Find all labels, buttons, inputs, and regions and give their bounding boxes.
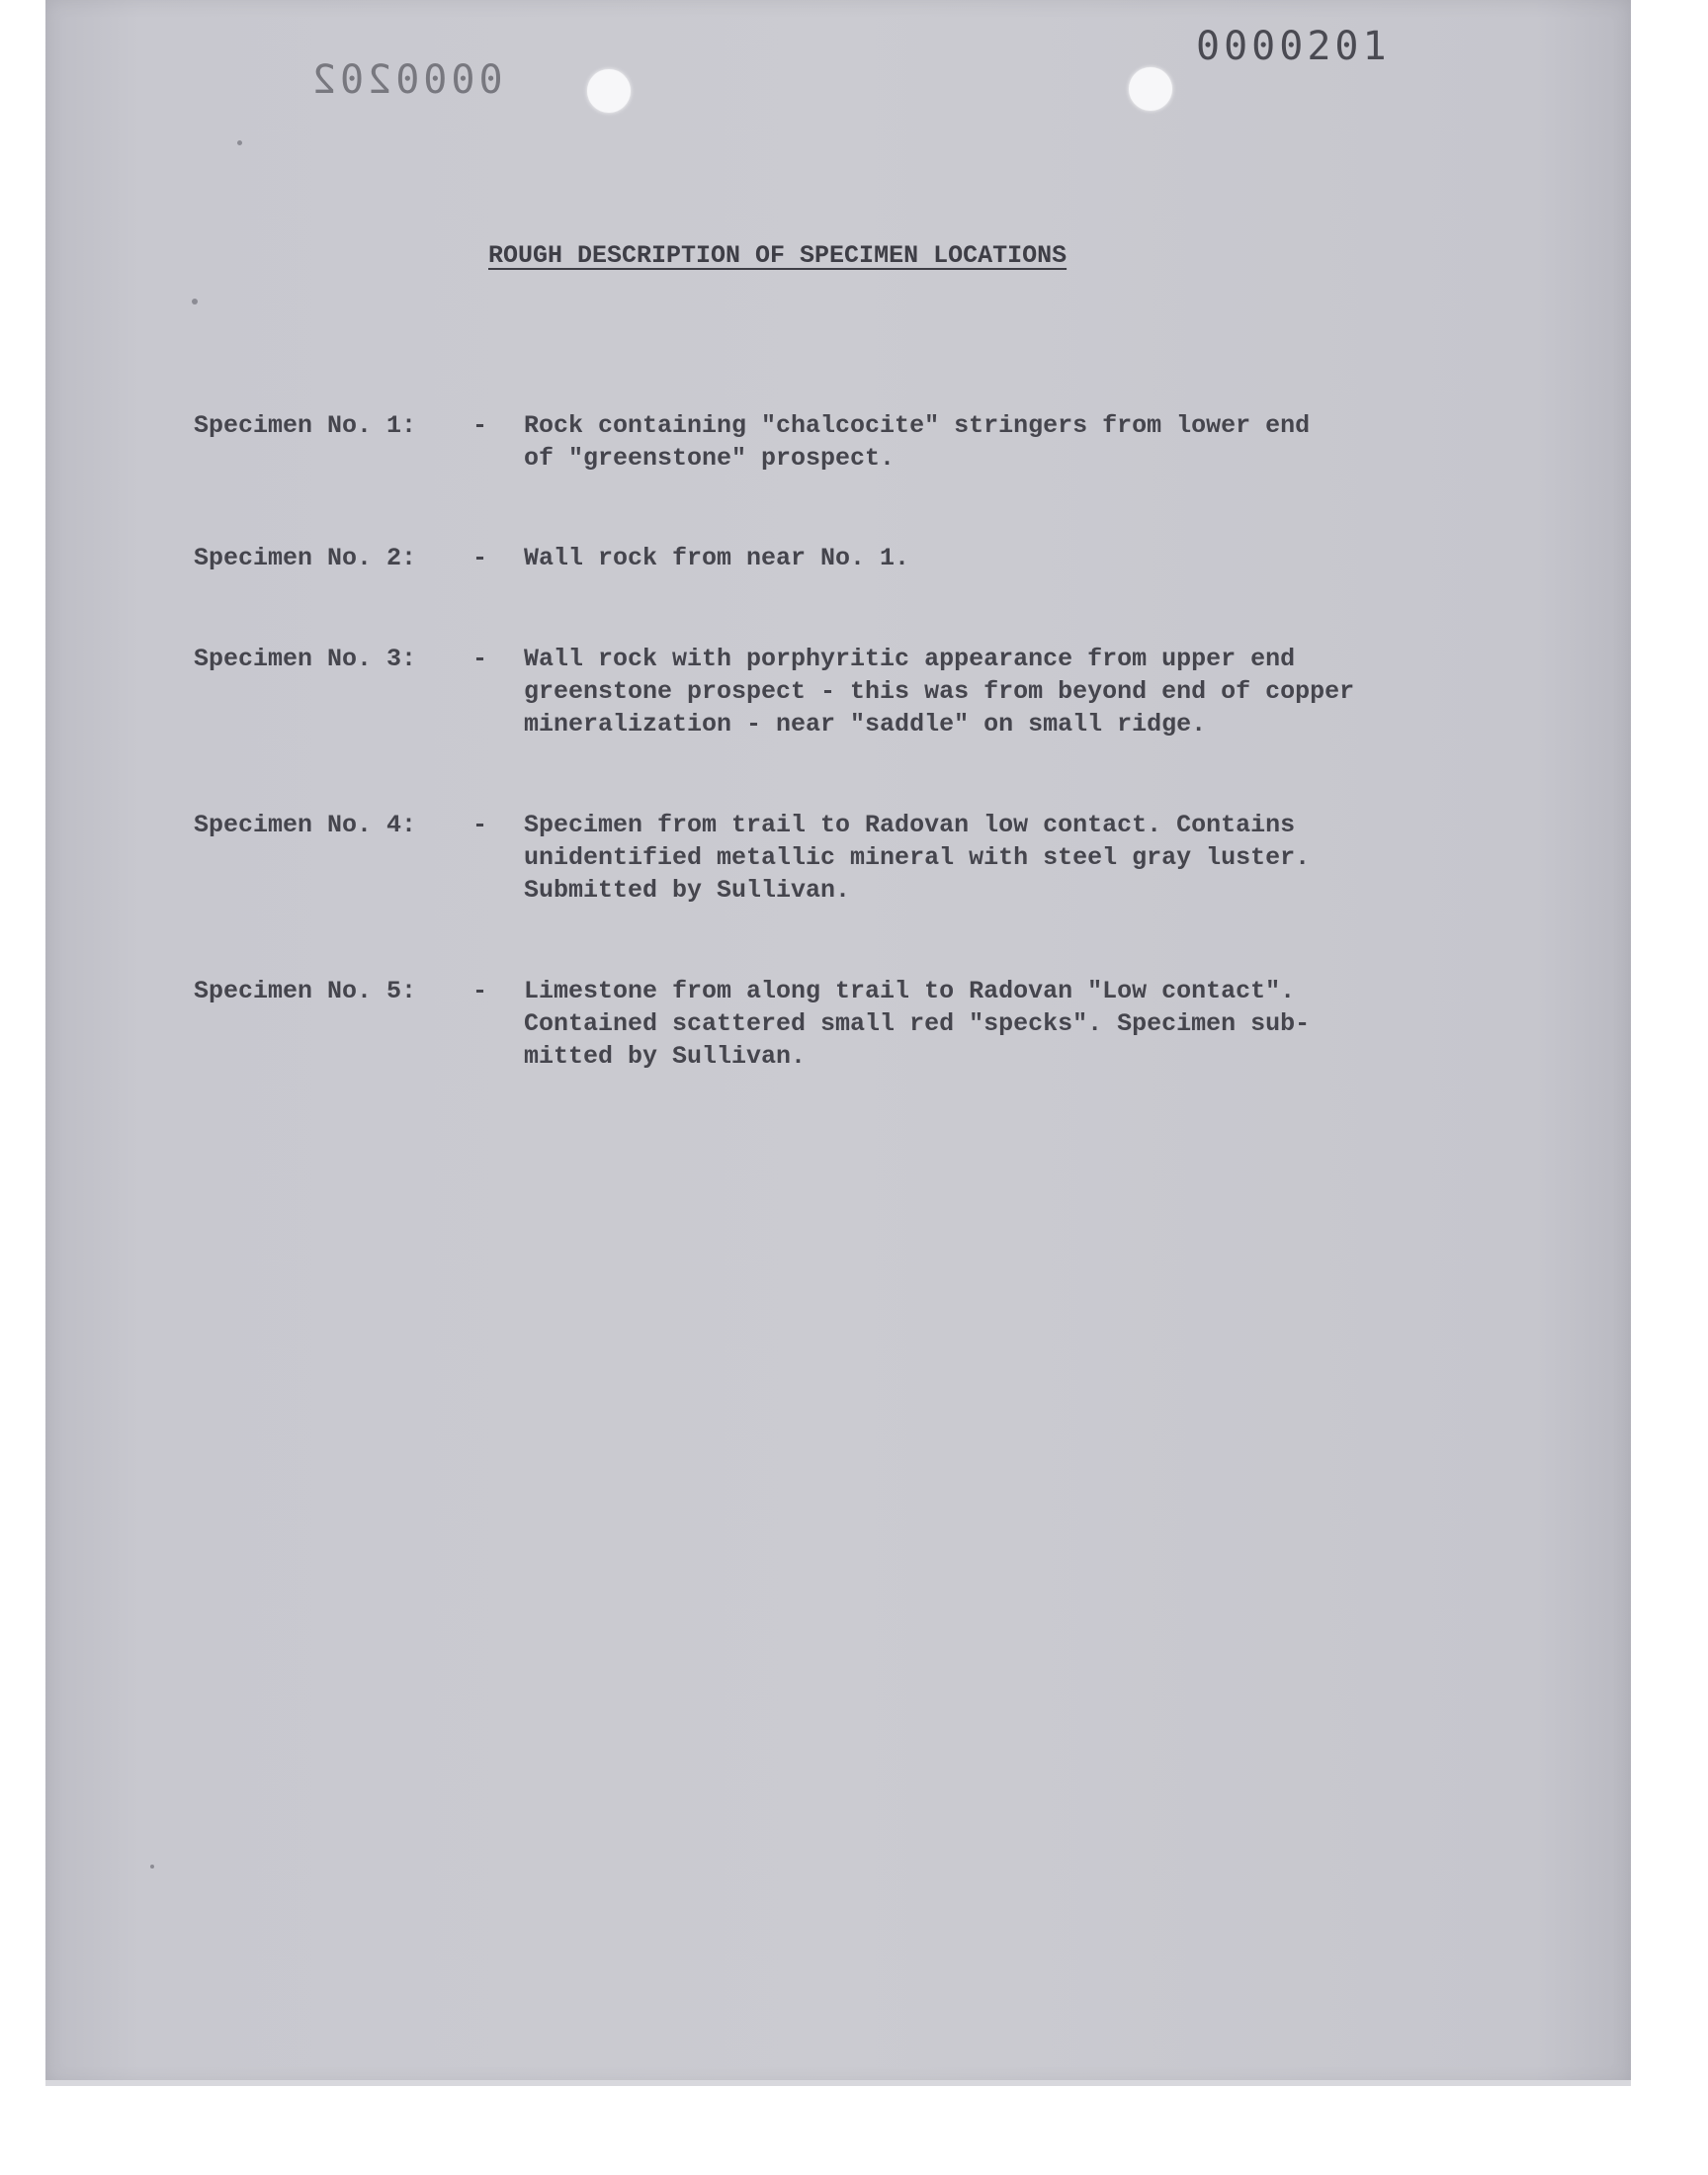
page-number-stamp: 0000201 (1196, 24, 1391, 69)
specimen-label: Specimen No. 1: (194, 411, 417, 440)
sheet-bottom-edge (45, 2080, 1631, 2086)
document-title: ROUGH DESCRIPTION OF SPECIMEN LOCATIONS (488, 241, 1068, 270)
paper-speck (150, 1865, 154, 1869)
specimen-description: Rock containing "chalcocite" stringers from lower end of "greenstone" prospect. (524, 411, 1311, 473)
punch-hole-left (587, 69, 631, 113)
entry-dash: - (472, 811, 488, 839)
entry-dash: - (472, 544, 488, 572)
specimen-label: Specimen No. 2: (194, 544, 417, 572)
entry-dash: - (472, 645, 488, 673)
specimen-label: Specimen No. 5: (194, 977, 417, 1005)
specimen-label: Specimen No. 4: (194, 811, 417, 839)
paper-speck (237, 140, 242, 145)
mirrored-page-number-bleed: 0000202 (308, 57, 503, 103)
entry-dash: - (472, 977, 488, 1005)
specimen-description: Wall rock with porphyritic appearance from upper end greenstone prospect - this was from beyond end of copper mineralization - near "saddle" on small ridge. (524, 645, 1355, 739)
paper-speck (192, 299, 198, 304)
punch-hole-right (1129, 67, 1172, 111)
specimen-label: Specimen No. 3: (194, 645, 417, 673)
specimen-description: Specimen from trail to Radovan low contact. Contains unidentified metallic mineral with steel gray luster. Submitted by Sullivan. (524, 811, 1311, 905)
specimen-description: Limestone from along trail to Radovan "Low contact". Contained scattered small red "specks". Specimen sub- mitted by Sullivan. (524, 977, 1311, 1071)
entry-dash: - (472, 411, 488, 440)
specimen-description: Wall rock from near No. 1. (524, 544, 910, 572)
